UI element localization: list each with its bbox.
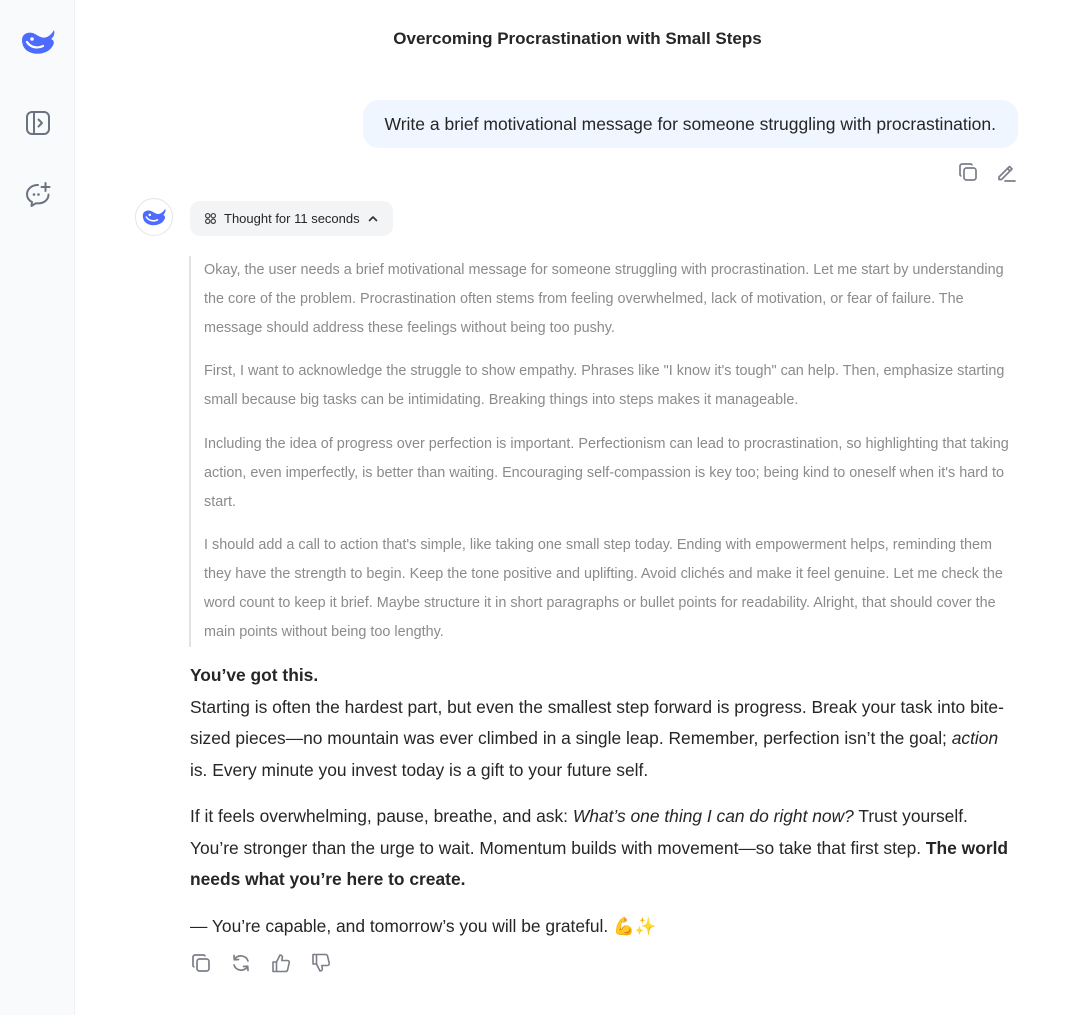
thumbs-up-icon[interactable] (269, 951, 293, 975)
answer-paragraph-1 (190, 692, 1020, 787)
edit-icon[interactable] (994, 160, 1018, 184)
deepseek-whale-icon (140, 206, 168, 228)
thought-label: Thought for 11 seconds (224, 211, 360, 226)
chevron-up-icon (367, 213, 379, 225)
answer-paragraph-2 (190, 801, 1020, 896)
user-message-actions (956, 160, 1018, 184)
copy-icon[interactable] (189, 951, 213, 975)
assistant-message-actions (189, 951, 333, 975)
answer-strong: The world needs what you’re here to create. (190, 837, 1009, 889)
sidebar (0, 0, 75, 1015)
answer-heading: You’ve got this. (190, 665, 319, 685)
thinking-paragraph: First, I want to acknowledge the struggle to show empathy. Phrases like "I know it's tough" can help. Then, emphasize starting small because big tasks can be intimidating. Breaking things into steps makes it manageable. (204, 363, 1005, 409)
assistant-avatar (135, 198, 173, 236)
answer-paragraph-3: — You’re capable, and tomorrow’s you will be grateful. 💪✨ (190, 915, 657, 936)
assistant-answer (190, 660, 1020, 957)
answer-text: Starting is often the hardest part, but even the smallest step forward is progress. Break your task into bite-sized pieces—no mountain was ever climbed in a single leap. Remember, perfection isn’t the goal; (190, 696, 1004, 748)
answer-emphasis: action (951, 728, 999, 748)
user-message: Write a brief motivational message for someone struggling with procrastination. (363, 100, 1019, 148)
new-chat-icon[interactable] (18, 175, 58, 215)
thumbs-down-icon[interactable] (309, 951, 333, 975)
chat-title: Overcoming Procrastination with Small Steps (393, 29, 762, 48)
thinking-content (189, 256, 1019, 647)
regenerate-icon[interactable] (229, 951, 253, 975)
sidebar-toggle-icon[interactable] (18, 103, 58, 143)
copy-icon[interactable] (956, 160, 980, 184)
thinking-paragraph: Okay, the user needs a brief motivational message for someone struggling with procrastination. Let me start by understanding the core of the problem. Procrastination often stems from feeling overwhelmed, lack of motivation, or fear of failure. The message should address these feelings without being too pushy. (204, 262, 1004, 336)
thinking-icon (204, 212, 217, 225)
thought-toggle-button[interactable] (190, 201, 393, 236)
answer-text: is. Every minute you invest today is a gift to your future self. (190, 759, 649, 780)
thinking-paragraph: Including the idea of progress over perfection is important. Perfectionism can lead to procrastination, so highlighting that taking action, even imperfectly, is better than waiting. Encouraging self-compassion is key too; being kind to oneself when it's hard to start. (204, 435, 1009, 510)
answer-emphasis: What’s one thing I can do right now? (572, 806, 854, 826)
answer-text: If it feels overwhelming, pause, breathe, and ask: (190, 806, 573, 826)
thinking-paragraph: I should add a call to action that's simple, like taking one small step today. Ending with empowerment helps, reminding them they have the strength to begin. Keep the tone positive and uplifting. Avoid clichés and make it feel genuine. Let me check the word count to keep it brief. Maybe structure it in short paragraphs or bullet points for readability. Alright, that should cover the main points without being too lengthy. (204, 537, 1003, 640)
deepseek-logo-icon[interactable] (18, 22, 58, 62)
answer-text: Trust yourself. You’re stronger than the urge to wait. Momentum builds with movement—so take that first step. (190, 806, 968, 858)
